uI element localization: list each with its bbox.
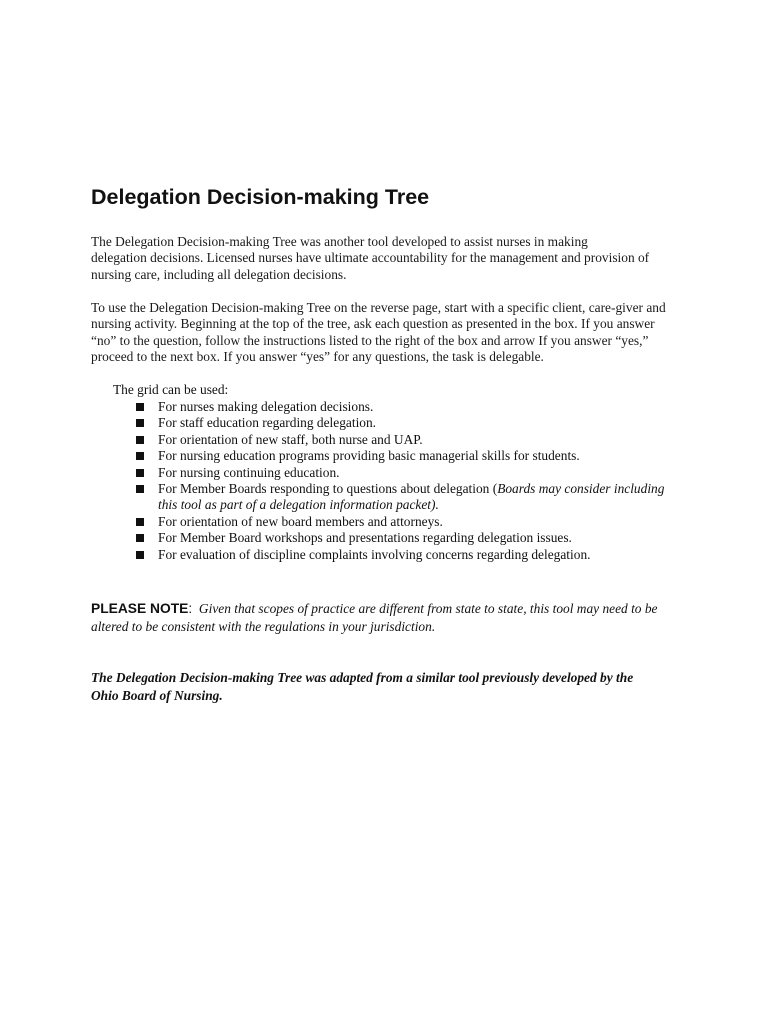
note-line [91, 600, 657, 618]
square-bullet-icon [136, 436, 144, 444]
text-line: The Delegation Decision-making Tree was another tool developed to assist nurses in making [91, 234, 588, 249]
note-text: altered to be consistent with the regulations in your jurisdiction. [91, 619, 436, 634]
square-bullet-icon [136, 469, 144, 477]
square-bullet-icon [136, 551, 144, 559]
list-item-italic-text: this tool as part of a delegation information packet). [158, 497, 439, 513]
bullet-list [135, 399, 664, 563]
square-bullet-icon [136, 518, 144, 526]
attribution [91, 669, 633, 705]
square-bullet-icon [136, 452, 144, 460]
intro-paragraph [91, 234, 649, 283]
list-item-text: For nursing continuing education. [158, 464, 340, 480]
list-item [135, 432, 664, 448]
note-colon: : [188, 601, 193, 616]
list-item [135, 530, 664, 546]
list-item [135, 481, 664, 514]
list-item-text: For nursing education programs providing basic managerial skills for students. [158, 448, 580, 464]
list-item-text: For orientation of new staff, both nurse and UAP. [158, 431, 423, 447]
attribution-line: Ohio Board of Nursing. [91, 688, 223, 703]
note-text: Given that scopes of practice are different from state to state, this tool may need to be [198, 601, 658, 616]
please-note [91, 600, 657, 636]
square-bullet-icon [136, 419, 144, 427]
usage-paragraph [91, 300, 666, 366]
text-line: nursing care, including all delegation decisions. [91, 266, 347, 282]
grid-intro: The grid can be used: [113, 382, 229, 397]
list-item-text: For evaluation of discipline complaints involving concerns regarding delegation. [158, 546, 591, 562]
attribution-line: The Delegation Decision-making Tree was adapted from a similar tool previously developed by the [91, 670, 634, 685]
list-item-text: For Member Boards responding to questions about delegation ( [158, 481, 498, 497]
list-item-text: For Member Board workshops and presentations regarding delegation issues. [158, 530, 572, 546]
list-item [135, 514, 664, 530]
list-item [135, 415, 664, 431]
text-line: To use the Delegation Decision-making Tree on the reverse page, start with a specific client, care-giver and [91, 300, 666, 315]
list-item [135, 465, 664, 481]
list-item-text: For orientation of new board members and attorneys. [158, 513, 443, 529]
square-bullet-icon [136, 534, 144, 542]
square-bullet-icon [136, 485, 144, 493]
list-item-italic-text: Boards may consider including [497, 481, 665, 497]
text-line: nursing activity. Beginning at the top of the tree, ask each question as presented in the box. If you answer [91, 316, 655, 332]
text-line: delegation decisions. Licensed nurses have ultimate accountability for the management and provision of [91, 250, 650, 266]
note-label: PLEASE NOTE [91, 601, 189, 616]
list-item [135, 448, 664, 464]
text-line: proceed to the next box. If you answer “yes” for any questions, the task is delegable. [91, 349, 544, 365]
list-item [135, 547, 664, 563]
text-line: “no” to the question, follow the instructions listed to the right of the box and arrow If you answer “yes,” [91, 332, 649, 348]
page-title: Delegation Decision-making Tree [91, 185, 430, 209]
list-item [135, 399, 664, 415]
square-bullet-icon [136, 403, 144, 411]
list-item-text: For staff education regarding delegation. [158, 415, 377, 431]
list-item-text: For nurses making delegation decisions. [158, 399, 374, 414]
